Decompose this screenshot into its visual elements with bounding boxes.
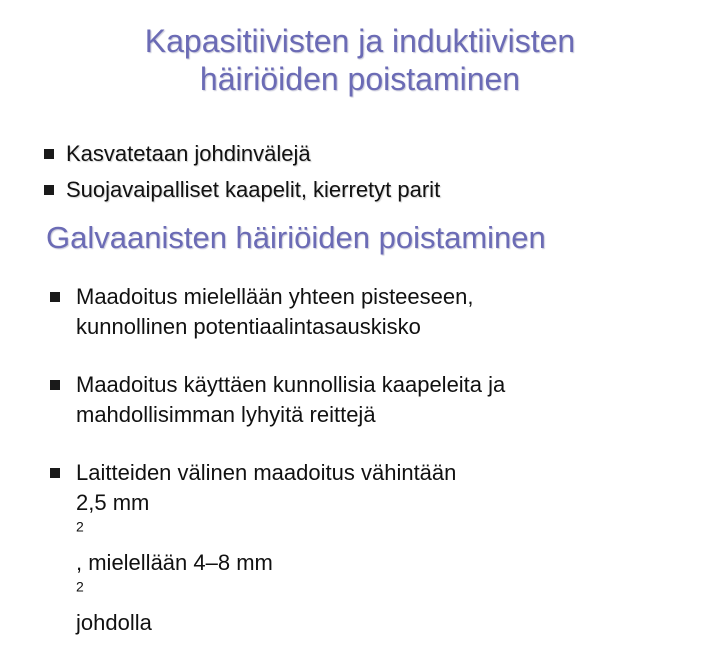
list-item-text: Suojavaipalliset kaapelit, kierretyt parit <box>66 177 441 202</box>
text-fragment: , mielellään 4–8 mm <box>76 550 273 575</box>
list-item-text <box>76 282 473 342</box>
list-item-line: Maadoitus käyttäen kunnollisia kaapeleita ja <box>76 372 506 397</box>
square-bullet-icon <box>50 380 60 390</box>
square-bullet-icon <box>44 149 54 159</box>
slide-title-line-1: Kapasitiivisten ja induktiivisten <box>144 23 576 59</box>
square-bullet-icon <box>50 292 60 302</box>
top-bullet-list <box>44 136 440 208</box>
superscript: 2 <box>76 518 84 535</box>
list-item-line: kunnollinen potentiaalintasauskisko <box>76 314 421 339</box>
text-fragment: 2,5 mm <box>76 490 150 515</box>
list-item-line: Laitteiden välinen maadoitus vähintään <box>76 460 457 485</box>
list-item <box>50 458 690 638</box>
text-fragment: johdolla <box>76 610 152 635</box>
slide-title <box>0 22 720 98</box>
list-item <box>44 172 440 208</box>
list-item-text: Kasvatetaan johdinvälejä <box>66 141 311 166</box>
slide-title-line-2: häiriöiden poistaminen <box>199 61 521 97</box>
square-bullet-icon <box>44 185 54 195</box>
square-bullet-icon <box>50 468 60 478</box>
list-item-line: mahdollisimman lyhyitä reittejä <box>76 402 376 427</box>
superscript: 2 <box>76 578 84 595</box>
list-item <box>44 136 440 172</box>
section-heading: Galvaanisten häiriöiden poistaminen <box>46 220 546 255</box>
list-item <box>50 282 690 342</box>
list-item-text <box>76 370 505 430</box>
list-item-line <box>76 488 456 638</box>
list-item-line: Maadoitus mielellään yhteen pisteeseen, <box>76 284 474 309</box>
list-item-text <box>76 458 456 638</box>
list-item <box>50 370 690 430</box>
bottom-bullet-list <box>50 282 690 666</box>
